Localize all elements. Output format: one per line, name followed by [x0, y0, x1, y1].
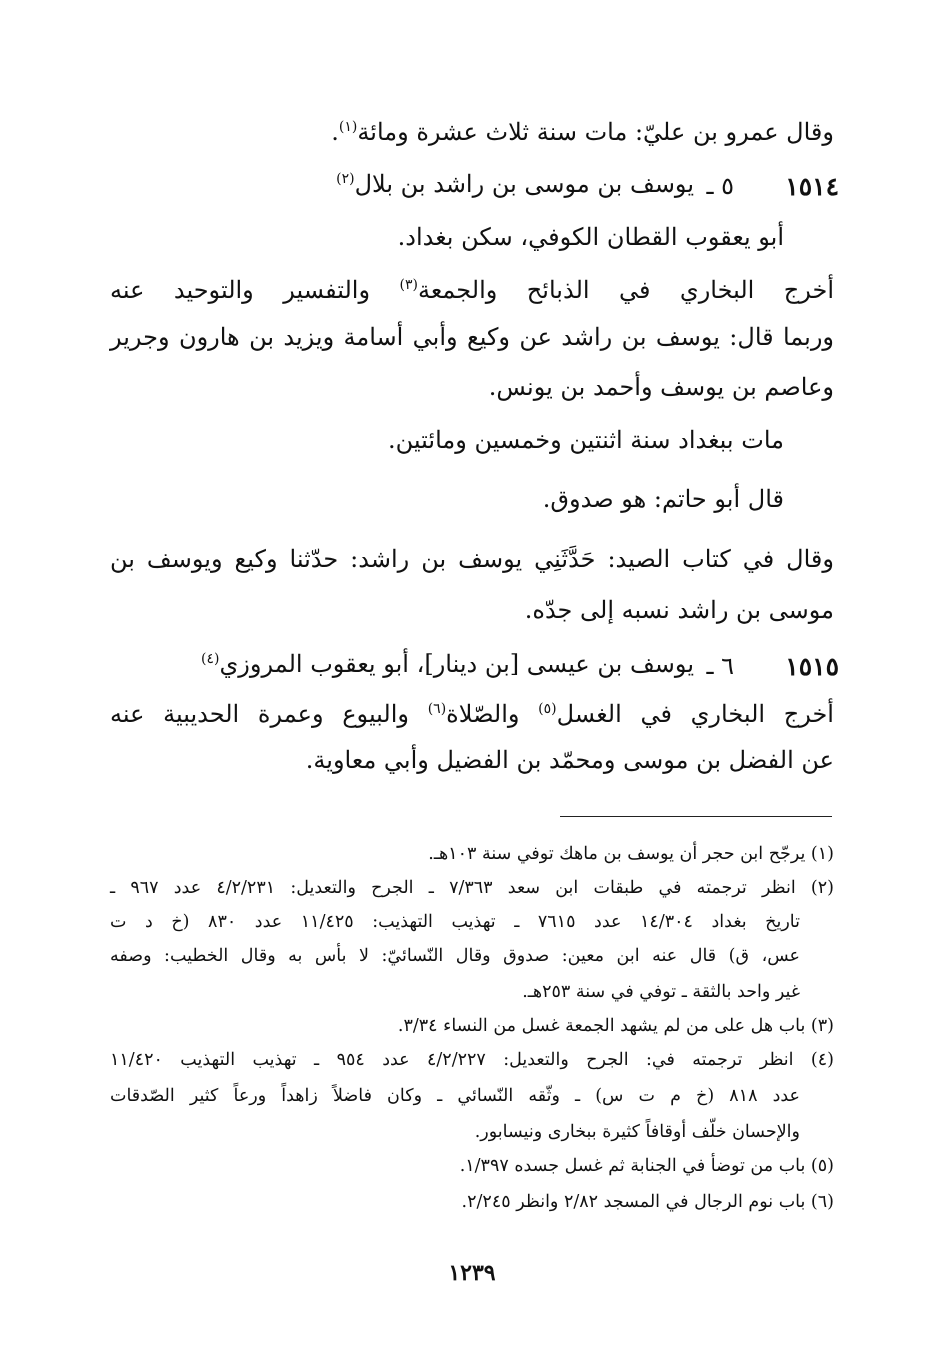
entry-number: ١٥١٤ — [785, 172, 839, 201]
entry-subnumber: ٥ ـ — [706, 172, 734, 200]
footnote-ref: (٤) — [201, 651, 220, 667]
footnote-divider — [560, 816, 832, 817]
text-line: قال أبو حاتم: هو صدوق. — [542, 485, 784, 513]
footnote-ref: (١) — [338, 119, 358, 135]
text-line: وقال عمرو بن عليّ: مات سنة ثلاث عشرة ومائة$^{(١)}$. — [331, 118, 834, 146]
footnote: تاريخ بغداد ١٤/٣٠٤ عدد ٧٦١٥ ـ تهذيب التهذيب: ١١/٤٢٥ عدد ٨٣٠ (خ د ت — [110, 912, 800, 932]
page-number: ١٢٣٩ — [448, 1260, 496, 1286]
footnote: (٥) باب من توضأ في الجنابة ثم غسل جسده ١/٣٩٧. — [459, 1156, 834, 1176]
entry-title: يوسف بن عيسى [بن دينار]، أبو يعقوب المروزي$^{(٤)}$ — [201, 650, 694, 678]
text-line: وقال في كتاب الصيد: حَدَّثَنِي يوسف بن راشد: حدّثنا وكيع ويوسف بن — [110, 545, 834, 573]
footnote: والإحسان خلّف أوقافاً كثيرة ببخارى ونيسابور. — [474, 1122, 800, 1142]
footnote: (١) يرجّح ابن حجر أن يوسف بن ماهك توفي سنة ١٠٣هـ. — [428, 844, 834, 864]
entry-subnumber: ٦ ـ — [706, 652, 734, 680]
text-line: مات ببغداد سنة اثنتين وخمسين ومائتين. — [388, 426, 784, 454]
text-line: أخرج البخاري في الذبائح والجمعة$^{(٣)}$ والتفسير والتوحيد عنه — [110, 276, 835, 304]
entry-title: يوسف بن موسى بن راشد بن بلال$^{(٢)}$ — [336, 170, 694, 198]
text-line: عن الفضل بن موسى ومحمّد بن الفضيل وأبي معاوية. — [305, 746, 834, 774]
footnote-ref: (٢) — [336, 171, 355, 187]
footnote: (٤) انظر ترجمته في: الجرح والتعديل: ٤/٢/٢٢٧ عدد ٩٥٤ ـ تهذيب التهذيب ١١/٤٢٠ — [110, 1050, 834, 1070]
footnote: عدد ٨١٨ (خ م ت س) ـ وثّقه النّسائي ـ وكان فاضلاً زاهداً ورعاً كثير الصّدقات — [110, 1086, 800, 1106]
text-line: أخرج البخاري في الغسل$^{(٥)}$ والصّلاة$^{(٦)}$ والبيوع وعمرة الحديبية عنه — [110, 700, 834, 728]
footnote: (٦) باب نوم الرجال في المسجد ٢/٨٢ وانظر ٢/٢٤٥. — [461, 1192, 834, 1212]
text-line: موسى بن راشد نسبه إلى جدّه. — [524, 596, 834, 624]
footnote: غير واحد بالثقة ـ توفي في سنة ٢٥٣هـ. — [522, 982, 800, 1002]
entry-number: ١٥١٥ — [785, 652, 839, 681]
text-line: وربما قال: يوسف بن راشد عن وكيع وأبي أسامة ويزيد بن هارون وجرير — [110, 323, 834, 351]
footnote: (٣) باب هل على من لم يشهد الجمعة غسل من النساء ٣/٣٤. — [397, 1016, 834, 1036]
text-line: وعاصم بن يوسف وأحمد بن يونس. — [488, 373, 834, 401]
footnote-ref: (٦) — [427, 701, 447, 717]
footnote: (٢) انظر ترجمته في طبقات ابن سعد ٧/٣٦٣ ـ الجرح والتعديل: ٤/٢/٢٣١ عدد ٩٦٧ ـ — [110, 878, 834, 898]
footnote-ref: (٥) — [538, 701, 557, 717]
footnote: عس، ق) قال عنه ابن معين: صدوق وقال النّسائيّ: لا بأس به وقال الخطيب: وصفه — [110, 946, 800, 966]
text-line: أبو يعقوب القطان الكوفي، سكن بغداد. — [397, 223, 784, 251]
footnote-ref: (٣) — [399, 277, 418, 293]
